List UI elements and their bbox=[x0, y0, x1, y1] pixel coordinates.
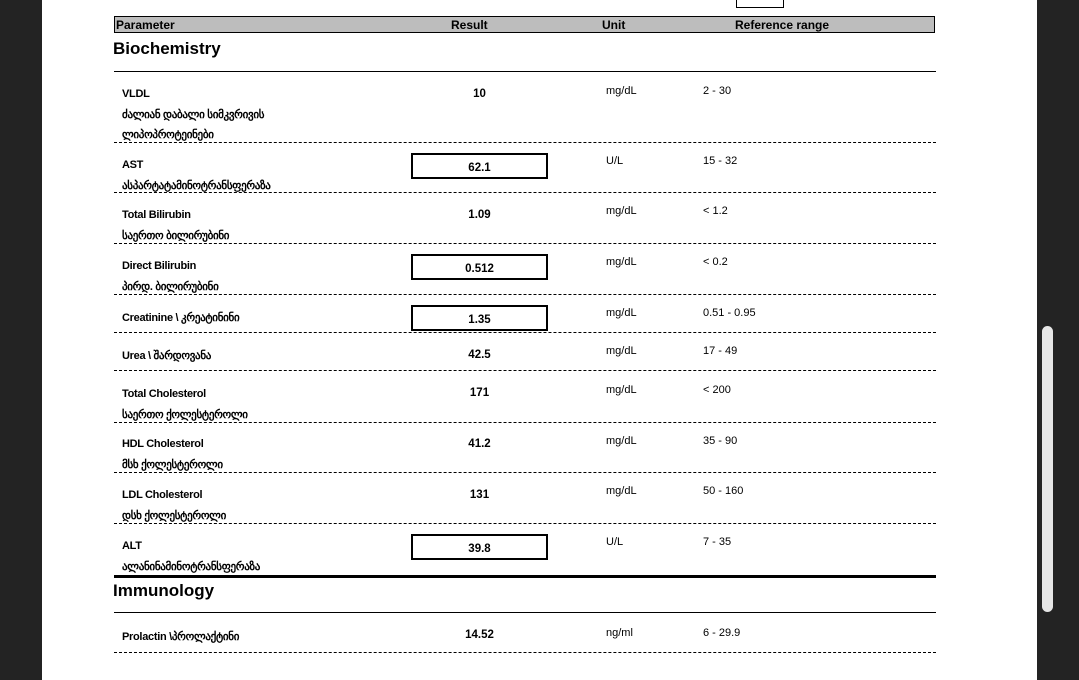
section-title-biochemistry: Biochemistry bbox=[113, 39, 221, 58]
unit: U/L bbox=[606, 155, 624, 167]
result-value: 14.52 bbox=[465, 629, 494, 641]
table-row bbox=[114, 473, 936, 524]
table-row bbox=[114, 72, 936, 143]
parameter-name-georgian: ასპარტატამინოტრანსფერაზა bbox=[122, 180, 271, 192]
parameter-name-georgian: საერთო ბილირუბინი bbox=[122, 230, 230, 242]
result-value: 10 bbox=[473, 88, 486, 100]
reference-range: 0.51 - 0.95 bbox=[703, 307, 756, 319]
table-row bbox=[114, 524, 936, 575]
unit: mg/dL bbox=[606, 205, 637, 217]
header-unit: Unit bbox=[602, 18, 626, 32]
parameter-name-georgian-line2: ლიპოპროტეინები bbox=[122, 129, 214, 141]
parameter-name-georgian: დსხ ქოლესტეროლი bbox=[122, 510, 226, 522]
unit: mg/dL bbox=[606, 485, 637, 497]
table-row bbox=[114, 371, 936, 423]
parameter-name: Total Bilirubin bbox=[122, 209, 191, 221]
reference-range: 17 - 49 bbox=[703, 345, 738, 357]
table-header bbox=[114, 16, 935, 33]
parameter-name-georgian: პირდ. ბილირუბინი bbox=[122, 281, 219, 293]
parameter-name: VLDL bbox=[122, 88, 150, 100]
result-value-flagged: 0.512 bbox=[411, 254, 548, 280]
reference-range: < 200 bbox=[703, 384, 731, 396]
unit: ng/ml bbox=[606, 627, 633, 639]
reference-range: 50 - 160 bbox=[703, 485, 744, 497]
table-row bbox=[114, 295, 936, 333]
result-value: 41.2 bbox=[468, 438, 491, 450]
parameter-name: HDL Cholesterol bbox=[122, 438, 204, 450]
table-row bbox=[114, 143, 936, 193]
header-parameter: Parameter bbox=[116, 18, 175, 32]
table-row bbox=[114, 613, 936, 653]
header-result: Result bbox=[451, 18, 488, 32]
unit: mg/dL bbox=[606, 384, 637, 396]
unit: mg/dL bbox=[606, 345, 637, 357]
reference-range: 7 - 35 bbox=[703, 536, 732, 548]
table-row bbox=[114, 423, 936, 473]
parameter-name: Prolactin \პროლაქტინი bbox=[122, 631, 240, 643]
report-page bbox=[42, 0, 1037, 680]
parameter-name: Total Cholesterol bbox=[122, 388, 206, 400]
result-value: 1.09 bbox=[468, 209, 491, 221]
reference-range: 2 - 30 bbox=[703, 85, 732, 97]
reference-range: 6 - 29.9 bbox=[703, 627, 741, 639]
parameter-name: Direct Bilirubin bbox=[122, 260, 197, 272]
section-title-immunology: Immunology bbox=[113, 581, 215, 600]
parameter-name-georgian: საერთო ქოლესტეროლი bbox=[122, 409, 248, 421]
parameter-name: LDL Cholesterol bbox=[122, 489, 203, 501]
row-divider bbox=[114, 652, 936, 653]
unit: mg/dL bbox=[606, 85, 637, 97]
table-row bbox=[114, 333, 936, 371]
unit: mg/dL bbox=[606, 307, 637, 319]
unit: mg/dL bbox=[606, 435, 637, 447]
parameter-name-georgian: ალანინამინოტრანსფერაზა bbox=[122, 561, 261, 573]
parameter-name: ALT bbox=[122, 540, 142, 552]
result-value: 131 bbox=[469, 489, 490, 501]
header-reference-range: Reference range bbox=[735, 18, 830, 32]
vertical-scrollbar[interactable] bbox=[1042, 326, 1053, 612]
result-value: 171 bbox=[469, 387, 490, 399]
result-value-flagged: 39.8 bbox=[411, 534, 548, 560]
reference-range: < 1.2 bbox=[703, 205, 728, 217]
top-box bbox=[736, 0, 784, 8]
unit: U/L bbox=[606, 536, 624, 548]
section-end-divider bbox=[114, 575, 936, 578]
parameter-name: Urea \ შარდოვანა bbox=[122, 350, 212, 362]
parameter-name-georgian: მსხ ქოლესტეროლი bbox=[122, 459, 223, 471]
reference-range: 35 - 90 bbox=[703, 435, 738, 447]
parameter-name: AST bbox=[122, 159, 144, 171]
reference-range: < 0.2 bbox=[703, 256, 728, 268]
table-row bbox=[114, 244, 936, 295]
result-value-flagged: 62.1 bbox=[411, 153, 548, 179]
result-value: 42.5 bbox=[468, 349, 491, 361]
unit: mg/dL bbox=[606, 256, 637, 268]
parameter-name: Creatinine \ კრეატინინი bbox=[122, 312, 240, 324]
reference-range: 15 - 32 bbox=[703, 155, 738, 167]
result-value-flagged: 1.35 bbox=[411, 305, 548, 331]
parameter-name-georgian: ძალიან დაბალი სიმკვრივის bbox=[122, 109, 265, 121]
table-row bbox=[114, 193, 936, 244]
